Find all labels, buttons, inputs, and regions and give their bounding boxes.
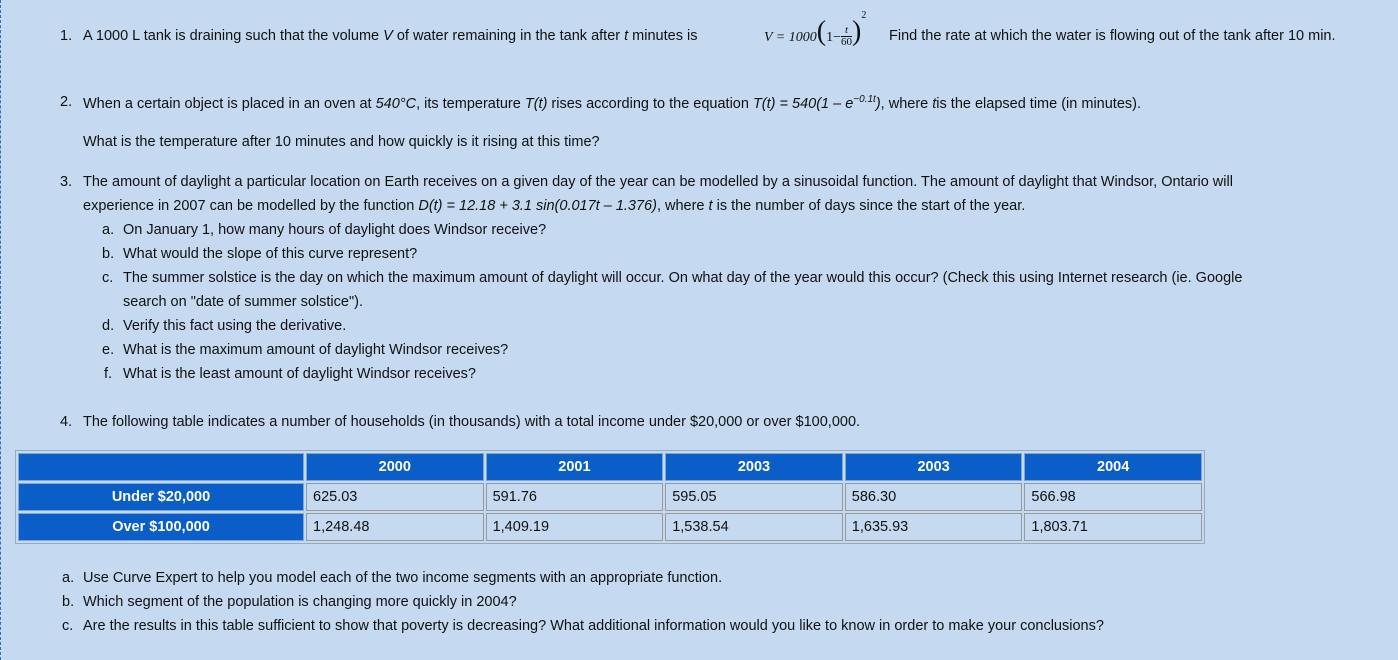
table-header-row xyxy=(18,453,1202,481)
table-header-cell xyxy=(18,453,304,481)
question-2-number: 2. xyxy=(60,94,73,110)
q3-line2-t: t xyxy=(708,198,713,214)
q3-item-e-text: What is the maximum amount of daylight Windsor receives? xyxy=(123,342,509,358)
table-row-header: Over $100,000 xyxy=(18,513,304,541)
q3-item-a-text: On January 1, how many hours of daylight does Windsor receive? xyxy=(123,222,547,238)
q3-item-b-label: b. xyxy=(102,246,115,262)
question-1-number: 1. xyxy=(60,28,73,44)
q3-item-e-label: e. xyxy=(102,342,115,358)
q1-var-t: t xyxy=(624,28,629,44)
table-row xyxy=(18,513,1202,541)
table-cell: 586.30 xyxy=(845,483,1023,511)
q1-formula-exponent: 2 xyxy=(861,9,867,21)
table-header-cell: 2003 xyxy=(845,453,1023,481)
q3-item-f-text: What is the least amount of daylight Windsor receives? xyxy=(123,366,476,382)
question-3-number: 3. xyxy=(60,174,73,190)
q1-open-paren: ( xyxy=(816,16,827,47)
q2-temp: 540°C xyxy=(375,95,417,112)
question-4-text: The following table indicates a number of households (in thousands) with a total income under $20,000 or over $100,000. xyxy=(83,414,861,430)
q3-item-f-label: f. xyxy=(104,366,113,382)
q1-formula-one: 1− xyxy=(826,30,841,46)
table-row-header: Under $20,000 xyxy=(18,483,304,511)
q2-func: T(t) xyxy=(524,95,548,112)
q2-text-a: When a certain object is placed in an oven at xyxy=(83,95,376,112)
table-header-cell: 2001 xyxy=(486,453,664,481)
left-dashed-border xyxy=(0,0,1,660)
question-1-text xyxy=(83,28,697,44)
q4-item-c-label: c. xyxy=(62,618,74,634)
q3-item-d-text: Verify this fact using the derivative. xyxy=(123,318,347,334)
question-4-number: 4. xyxy=(60,414,73,430)
q4-item-a-text: Use Curve Expert to help you model each of the two income segments with an appropriate function. xyxy=(83,570,723,586)
q3-line2-a: experience in 2007 can be modelled by the function xyxy=(83,198,419,214)
q3-item-c-label: c. xyxy=(102,270,114,286)
question-2-text xyxy=(83,94,1141,112)
q1-question: Find the rate at which the water is flowing out of the tank after 10 min. xyxy=(889,28,1336,44)
table-header-cell: 2003 xyxy=(665,453,843,481)
q2-eq: T(t) = 540(1 – e xyxy=(752,95,854,112)
q1-text-c: minutes is xyxy=(628,28,698,44)
q2-eq-end: ) xyxy=(875,95,881,112)
q1-text-b: of water remaining in the tank after xyxy=(392,28,625,44)
table-cell: 1,635.93 xyxy=(845,513,1023,541)
q2-var-t: t xyxy=(932,95,937,112)
table-cell: 1,803.71 xyxy=(1024,513,1202,541)
q4-item-b-label: b. xyxy=(62,594,75,610)
q2-text-e: is the elapsed time (in minutes). xyxy=(936,95,1141,112)
table-cell: 625.03 xyxy=(306,483,484,511)
table-cell: 1,248.48 xyxy=(306,513,484,541)
q3-line2-eq: D(t) = 12.18 + 3.1 sin(0.017t – 1.376) xyxy=(418,198,657,214)
q1-text-a: A 1000 L tank is draining such that the volume xyxy=(83,28,384,44)
table-header-cell: 2004 xyxy=(1024,453,1202,481)
q4-item-c-text: Are the results in this table sufficient to show that poverty is decreasing? What additional information would you like to know in order to make your conclusions? xyxy=(83,618,1104,634)
question-2-line-2: What is the temperature after 10 minutes and how quickly is it rising at this time? xyxy=(83,134,600,150)
q3-item-c-continued: search on "date of summer solstice"). xyxy=(123,294,363,310)
table-cell: 591.76 xyxy=(486,483,664,511)
q3-item-a-label: a. xyxy=(102,222,115,238)
question-3-line-2 xyxy=(83,198,1025,214)
q1-fraction xyxy=(841,25,852,48)
households-income-table xyxy=(15,450,1205,544)
q3-line2-b: , where xyxy=(656,198,709,214)
table-cell: 595.05 xyxy=(665,483,843,511)
table-cell: 1,409.19 xyxy=(486,513,664,541)
q2-text-d: , where xyxy=(880,95,933,112)
q3-item-c-text: The summer solstice is the day on which the maximum amount of daylight will occur. On what day of the year would this occur? (Check this using Internet research (ie. Google xyxy=(123,270,1243,286)
q1-frac-num: t xyxy=(841,25,852,37)
question-3-line-1: The amount of daylight a particular location on Earth receives on a given day of the year can be modelled by a sinusoidal function. The amount of daylight that Windsor, Ontario will xyxy=(83,174,1233,190)
table-row xyxy=(18,483,1202,511)
q1-var-v: V xyxy=(383,28,393,44)
table-cell: 1,538.54 xyxy=(665,513,843,541)
q3-line2-c: is the number of days since the start of the year. xyxy=(712,198,1026,214)
q2-text-c: rises according to the equation xyxy=(547,95,753,112)
table-header-cell: 2000 xyxy=(306,453,484,481)
q1-volume-formula xyxy=(764,9,867,48)
q3-item-d-label: d. xyxy=(102,318,115,334)
q2-eq-exp: −0.1t xyxy=(853,94,876,105)
table-cell: 566.98 xyxy=(1024,483,1202,511)
q4-item-a-label: a. xyxy=(62,570,75,586)
q1-frac-den: 60 xyxy=(840,35,852,48)
q1-close-paren: ) xyxy=(851,16,862,47)
q4-item-b-text: Which segment of the population is changing more quickly in 2004? xyxy=(83,594,517,610)
q2-text-b: , its temperature xyxy=(416,95,525,112)
q1-formula-lhs: V = 1000 xyxy=(764,30,817,46)
q3-item-b-text: What would the slope of this curve represent? xyxy=(123,246,418,262)
